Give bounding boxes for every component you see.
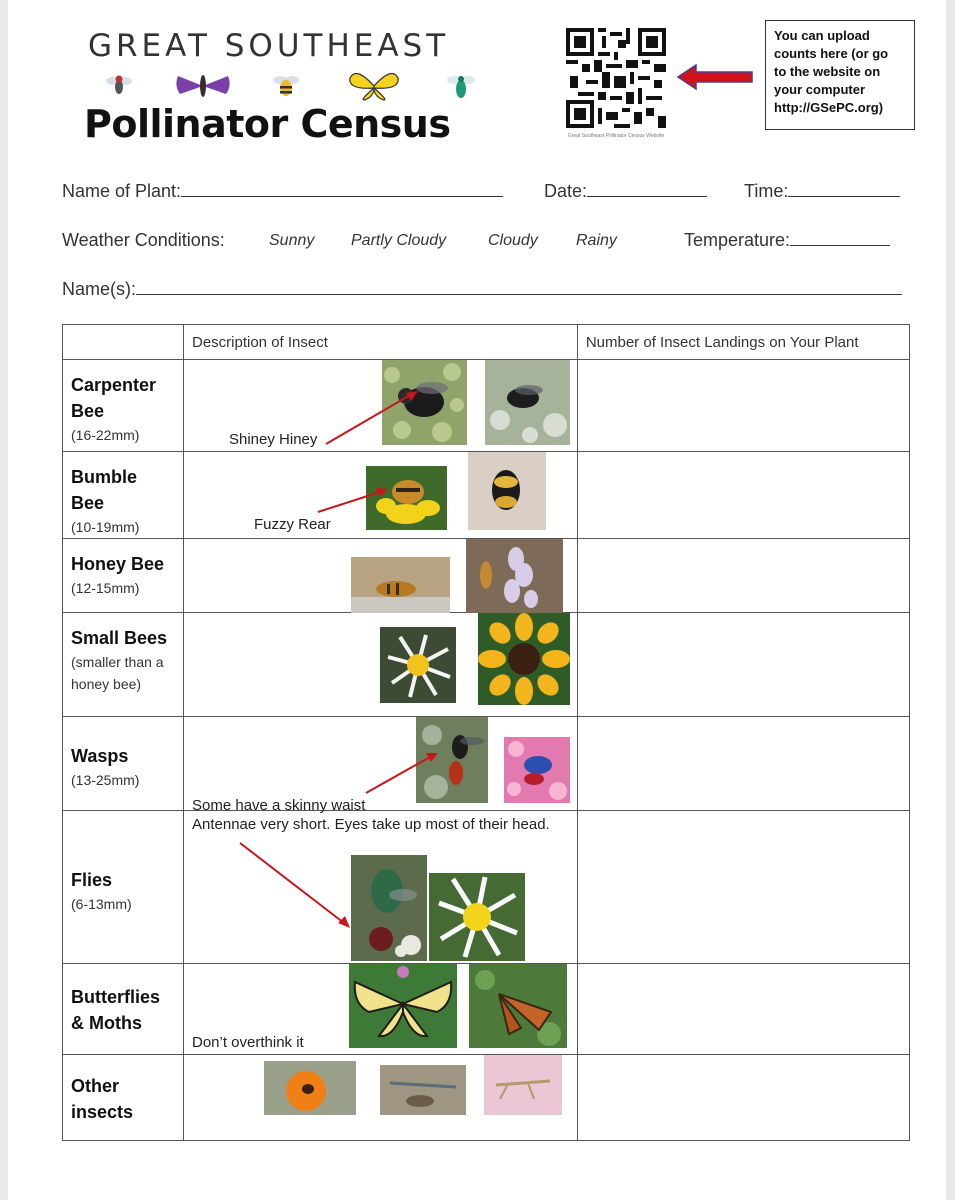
header-cell-empty [63,325,184,360]
wasp-photo-2 [504,737,570,803]
description-cell [184,539,578,613]
fly-photo-2 [429,873,525,961]
upload-line: You can upload [774,28,870,43]
insect-size: (smaller than a honey bee) [71,654,164,692]
upload-url[interactable]: http://GSePC.org) [774,100,884,115]
insect-note: Some have a skinny waist [192,797,366,814]
fly-photo [351,855,427,961]
weather-label: Weather Conditions: [62,230,225,250]
insect-name-cell [63,717,184,811]
description-cell [184,1055,578,1141]
left-arrow-icon [676,62,754,92]
qr-caption: Great Southeast Pollinator Census Website [567,133,665,139]
date-field[interactable] [544,181,707,202]
pointer-arrow-icon [324,388,424,448]
pointer-arrow-icon [314,482,394,518]
plant-name-label: Name of Plant: [62,181,182,201]
time-label: Time: [744,181,789,201]
weather-option-rainy[interactable]: Rainy [576,232,617,249]
qr-code-icon[interactable] [566,28,666,128]
census-sheet [8,0,946,1200]
description-cell [184,964,578,1055]
table-row [63,717,910,811]
mantis-photo [484,1055,562,1115]
insect-name: Butterflies & Moths [71,987,161,1033]
pointer-arrow-icon [236,839,356,931]
small-bee-photo [380,627,456,703]
table-row [63,811,910,964]
purple-moth-logo-icon [174,70,232,102]
upload-line: to the website on [774,64,881,79]
insect-name: Bumble Bee [71,467,138,513]
temperature-field[interactable] [684,230,890,251]
weather-option-partly-cloudy[interactable]: Partly Cloudy [351,232,447,249]
count-cell[interactable] [577,360,909,452]
header-cell-description: Description of Insect [184,325,578,360]
time-blank[interactable] [788,183,900,197]
insect-size: (10-19mm) [71,519,140,535]
table-row [63,539,910,613]
count-cell[interactable] [577,964,909,1055]
header-cell-count: Number of Insect Landings on Your Plant [577,325,909,360]
temperature-label: Temperature: [684,230,791,250]
other-insect-photo [264,1061,356,1115]
plant-name-field[interactable] [62,181,503,202]
table-row [63,613,910,717]
insect-name: Small Bees [71,628,168,648]
time-field[interactable] [744,181,900,202]
description-cell [184,717,578,814]
honey-bee-photo-2 [466,539,563,613]
table-row [63,1055,910,1141]
description-cell [184,360,578,452]
upload-line: counts here (or go [774,46,889,61]
weather-option-sunny[interactable]: Sunny [269,232,315,249]
table-header-row [63,325,910,360]
temperature-blank[interactable] [790,232,890,246]
description-cell [184,811,578,964]
plant-name-blank[interactable] [181,183,503,197]
green-beetle-logo-icon [446,70,476,102]
date-blank[interactable] [587,183,707,197]
upload-info-box [765,20,915,130]
bee-logo-icon [268,70,304,100]
description-cell [184,452,578,539]
insect-size: (16-22mm) [71,427,140,443]
moth-photo [469,964,567,1048]
upload-line: your computer [774,82,866,97]
count-cell[interactable] [577,613,909,717]
fly-logo-icon [104,70,134,100]
insect-note: Antennae very short. Eyes take up most of their head. [192,816,550,833]
insect-note: Don’t overthink it [192,1034,304,1051]
insect-name-cell [63,964,184,1055]
insect-note: Shiney Hiney [229,431,318,448]
insect-name: Wasps [71,746,129,766]
logo-title-top: GREAT SOUTHEAST [88,28,450,64]
insect-size: (12-15mm) [71,580,140,596]
small-bee-photo-2 [478,613,570,705]
date-label: Date: [544,181,588,201]
insect-name-cell [63,613,184,717]
count-cell[interactable] [577,539,909,613]
insect-name-cell [63,360,184,452]
names-field[interactable] [62,279,902,300]
insect-size: (6-13mm) [71,896,132,912]
insect-note: Fuzzy Rear [254,516,331,533]
table-row [63,360,910,452]
butterfly-photo [349,964,457,1048]
description-cell [184,613,578,717]
insect-name: Other insects [71,1076,134,1122]
carpenter-bee-photo-2 [485,360,570,445]
honey-bee-photo [351,557,450,613]
yellow-butterfly-logo-icon [346,70,402,102]
table-row [63,452,910,539]
insect-name-cell [63,1055,184,1141]
logo-title-bottom: Pollinator Census [84,102,451,146]
names-label: Name(s): [62,279,137,299]
names-blank[interactable] [136,281,902,295]
insect-table [62,324,910,1141]
weather-option-cloudy[interactable]: Cloudy [488,232,538,249]
count-cell[interactable] [577,452,909,539]
count-cell[interactable] [577,811,909,964]
insect-name: Flies [71,870,113,890]
bumble-bee-photo-2 [468,452,546,530]
dragonfly-photo [380,1065,466,1115]
insect-name: Honey Bee [71,554,165,574]
insect-name: Carpenter Bee [71,375,157,421]
insect-size: (13-25mm) [71,772,140,788]
insect-name-cell [63,452,184,539]
count-cell[interactable] [577,1055,909,1141]
insect-name-cell [63,539,184,613]
insect-name-cell [63,811,184,964]
count-cell[interactable] [577,717,909,811]
table-row [63,964,910,1055]
pointer-arrow-icon [362,747,442,797]
